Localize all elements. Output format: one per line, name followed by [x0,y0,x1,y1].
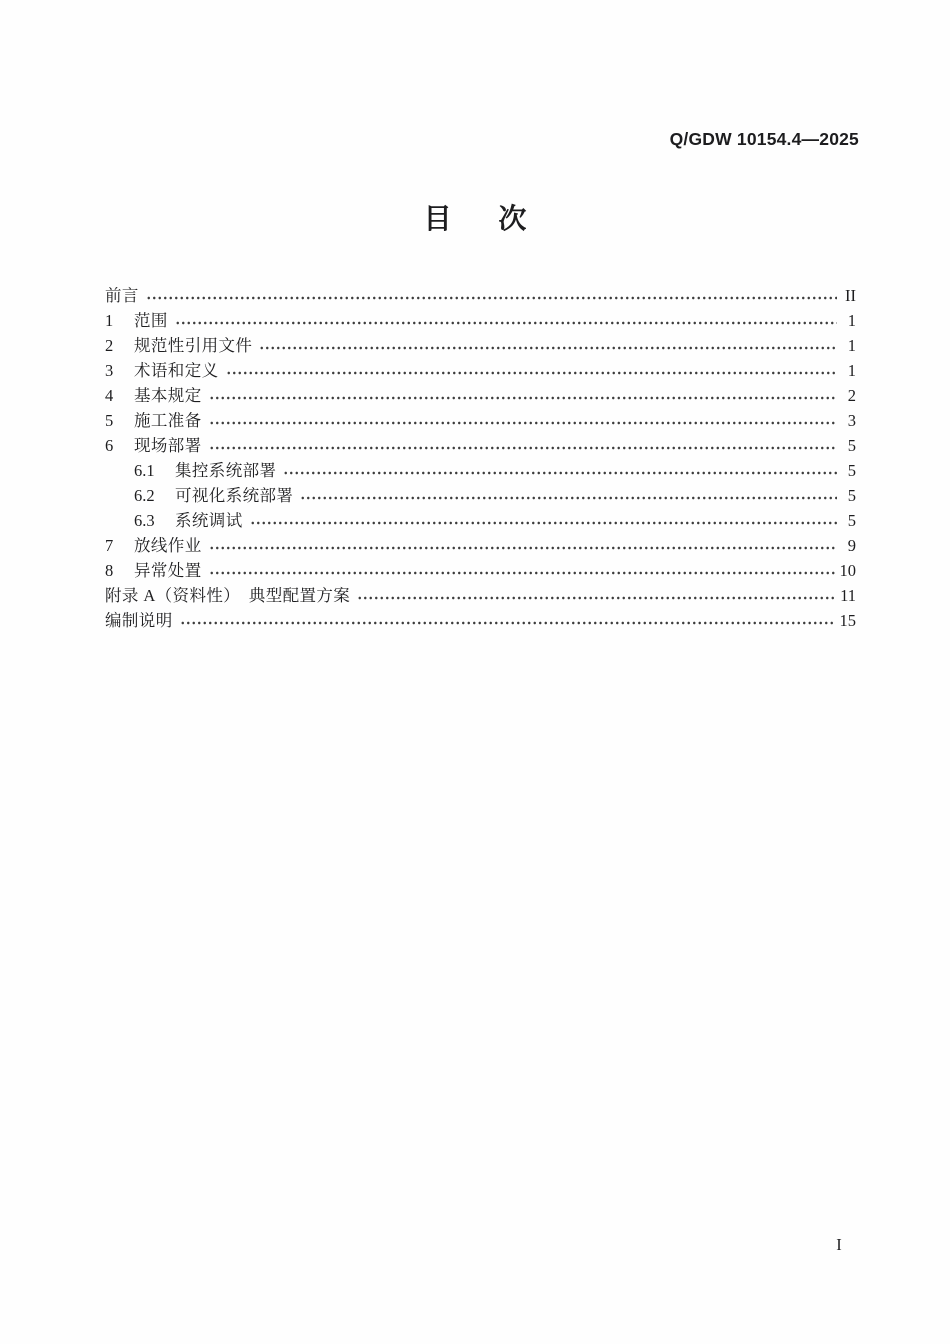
toc-entry [105,283,856,308]
toc-entry-page: 5 [847,461,856,480]
toc-entry-number: 6.2 [134,486,155,505]
toc-entry-number: 8 [105,561,114,580]
dot-leader [180,608,835,633]
toc-entry-number: 4 [105,386,114,405]
dot-leader [300,483,837,508]
toc-entry-number: 6 [105,436,114,455]
toc-entry [105,433,856,458]
toc-entry-label: 前言 [105,286,139,305]
dot-leader [250,508,837,533]
toc-entry-page: 11 [840,586,856,605]
toc-entry-number: 6.3 [134,511,155,530]
dot-leader [209,383,837,408]
toc-entry-label: 术语和定义 [134,361,219,380]
toc-entry-number: 7 [105,536,114,555]
toc-entry [105,508,856,533]
toc-entry-page: 5 [847,486,856,505]
toc-entry-label: 施工准备 [134,411,202,430]
toc-entry-number: 2 [105,336,114,355]
toc-entry-label: 集控系统部署 [175,461,277,480]
toc-entry-label: 放线作业 [134,536,202,555]
dot-leader [209,533,837,558]
toc-entry-label: 异常处置 [134,561,202,580]
toc-entry [105,383,856,408]
toc-entry-number: 1 [105,311,114,330]
toc-entry-label: 可视化系统部署 [175,486,294,505]
standard-code-header: Q/GDW 10154.4—2025 [669,129,859,149]
toc-entry [105,308,856,333]
toc-entry-page: 1 [847,311,856,330]
toc-entry [105,583,856,608]
dot-leader [209,433,837,458]
toc-entry-number: 5 [105,411,114,430]
dot-leader [226,358,838,383]
toc-entry [105,408,856,433]
dot-leader [357,583,835,608]
toc-entry-label: 范围 [134,311,168,330]
toc-entry-label: 系统调试 [175,511,243,530]
toc-entry [105,358,856,383]
table-of-contents [105,283,856,633]
toc-entry-page: 5 [847,436,856,455]
toc-entry-label: 编制说明 [105,611,173,630]
dot-leader [259,333,837,358]
toc-entry-page: 3 [847,411,856,430]
toc-entry [105,333,856,358]
footer-page-number: I [836,1235,842,1254]
toc-entry-page: 1 [847,361,856,380]
dot-leader [209,408,837,433]
dot-leader [209,558,835,583]
toc-entry [105,608,856,633]
page-title: 目 次 [423,203,527,234]
toc-entry-page: 2 [847,386,856,405]
toc-entry-page: 1 [847,336,856,355]
toc-entry [105,458,856,483]
toc-entry [105,483,856,508]
dot-leader [175,308,837,333]
toc-entry-number: 3 [105,361,114,380]
toc-entry [105,533,856,558]
toc-entry-page: 5 [847,511,856,530]
toc-entry-label: 附录 A（资料性） 典型配置方案 [105,586,351,605]
toc-entry-page: 9 [847,536,856,555]
toc-entry [105,558,856,583]
toc-entry-label: 规范性引用文件 [134,336,253,355]
toc-entry-page: 15 [839,611,856,630]
toc-entry-number: 6.1 [134,461,155,480]
dot-leader [146,283,837,308]
toc-entry-page: II [845,286,856,305]
toc-entry-label: 基本规定 [134,386,202,405]
dot-leader [283,458,837,483]
toc-entry-label: 现场部署 [134,436,202,455]
toc-entry-page: 10 [839,561,856,580]
